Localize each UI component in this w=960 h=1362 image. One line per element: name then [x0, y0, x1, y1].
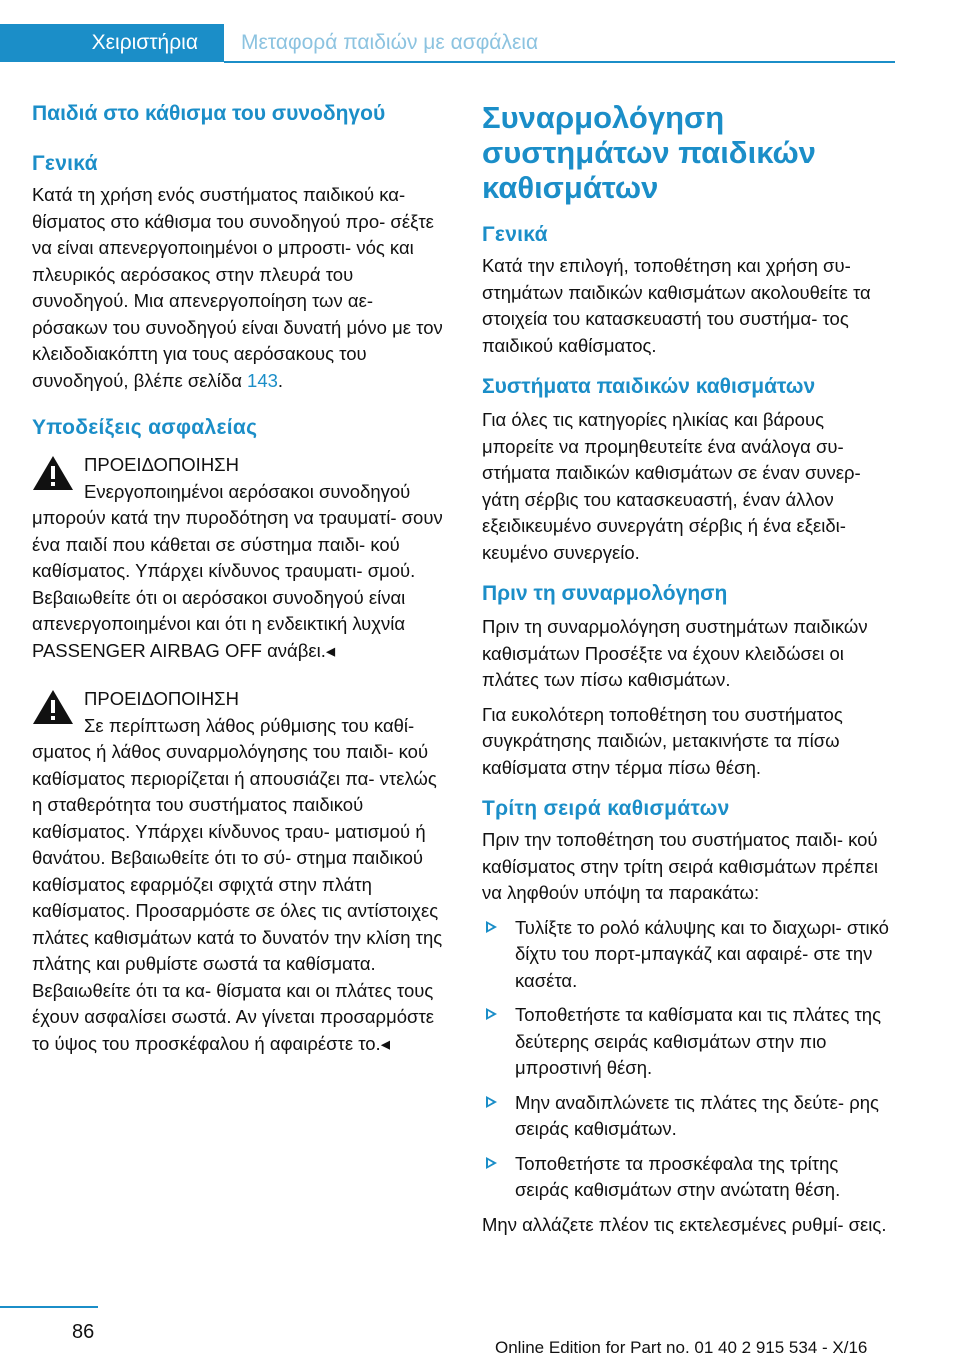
- list-item: Μην αναδιπλώνετε τις πλάτες της δεύτε‐ ρης σειράς καθισμάτων.: [482, 1090, 896, 1143]
- list-item: Τοποθετήστε τα προσκέφαλα της τρίτης σειράς καθισμάτων στην ανώτατη θέση.: [482, 1151, 896, 1204]
- before-text-2: Για ευκολότερη τοποθέτηση του συστήματος συγκράτησης παιδιών, μετακινήστε τα πίσω καθίσματα στην τέρμα πίσω θέση.: [482, 703, 843, 778]
- tab-controls[interactable]: [0, 24, 224, 62]
- warning-2-first-line: Σε περίπτωση λάθος ρύθμισης του καθί‐: [84, 714, 415, 736]
- header-rule: [224, 61, 895, 63]
- tab-child-transport[interactable]: Μεταφορά παιδιών με ασφάλεια: [241, 31, 539, 54]
- left-general-text: Κατά τη χρήση ενός συστήματος παιδικού κα‐ θίσματος στο κάθισμα του συνοδηγού προ‐ σέξτε να είναι απενεργοποιημένοι ο μπροστι‐ νός και πλευρικός αερόσακος στην πλευρά του συνοδηγού. Μια απενεργοποίηση των αε‐ ρόσακων του συνοδηγού είναι δυνατή μόνο με τον κλειδοδιακόπτη για τους αερόσακους του συνοδηγού, βλέπε σελίδα 143.: [32, 184, 443, 391]
- warning-2-text: σματος ή λάθος συναρμολόγησης του παιδι‐ κού καθίσματος περιορίζεται ή απουσιάζει πα‐ ντελώς η σταθερότητα του συστήματος παιδικού καθίσματος. Υπάρχει κίνδυνος τραυ‐ ματισμού ή θανάτου. Βεβαιωθείτε ότι το σύ‐ στημα παιδικού καθίσματος εφαρμόζει σφιχτά στην πλάτη καθίσματος. Προσαρμόστε σε όλες τις αντίστοιχες πλάτες καθισμάτων κατά το δυνατόν την κλίση της πλάτης και ρυθμίστε σωστά τα καθίσματα. Βεβαιωθείτε ότι τα κα‐ θίσματα και οι πλάτες τους έχουν ασφαλίσει σωστά. Αν γίνεται προσαρμόστε το ύψος του προσκέφαλου ή αφαιρέστε το.◂: [32, 741, 443, 1054]
- list-item: Τοποθετήστε τα καθίσματα και τις πλάτες της δεύτερης σειράς καθισμάτων στην πιο μπροστινή θέση.: [482, 1002, 896, 1082]
- warning-block-2: [32, 686, 450, 1057]
- edition-text: Online Edition for Part no. 01 40 2 915 534 - X/16: [495, 1338, 868, 1357]
- list-item: Τυλίξτε το ρολό κάλυψης και το διαχωρι‐ στικό δίχτυ του πορτ-μπαγκάζ και αφαιρέ‐ στε την κασέτα.: [482, 915, 896, 995]
- bullet-triangle-icon: [486, 1008, 497, 1020]
- warning-block-1: [32, 452, 450, 664]
- bullet-triangle-icon: [486, 1096, 497, 1108]
- bullet-triangle-icon: [486, 1157, 497, 1169]
- bullet-triangle-icon: [486, 921, 497, 933]
- warning-1-title: ΠΡΟΕΙΔΟΠΟΙΗΣΗ: [84, 454, 239, 475]
- left-column: [32, 100, 450, 1057]
- warning-1-first-line: Ενεργοποιημένοι αερόσακοι συνοδηγού: [84, 480, 411, 502]
- closing-text: Μην αλλάζετε πλέον τις εκτελεσμένες ρυθμί‐ σεις.: [482, 1213, 887, 1235]
- safety-heading: Υποδείξεις ασφαλείας: [32, 416, 258, 439]
- footer-rule: [0, 1306, 98, 1308]
- third-row-text: Πριν την τοποθέτηση του συστήματος παιδι‐ κού καθίσματος στην τρίτη σειρά καθισμάτων πρέπει να ληφθούν υπόψη τα παρακάτω:: [482, 829, 878, 903]
- right-title: Συναρμολόγηση συστημάτων παιδικών καθισμάτων: [482, 100, 816, 205]
- left-general-heading: Γενικά: [32, 152, 98, 175]
- right-column: [482, 100, 896, 1238]
- right-general-text: Κατά την επιλογή, τοποθέτηση και χρήση συ‐ στημάτων παιδικών καθισμάτων ακολουθείτε τα στοιχεία του κατασκευαστή του συστήμα‐ τος παιδικού καθίσματος.: [482, 255, 871, 356]
- systems-heading: Συστήματα παιδικών καθισμάτων: [482, 375, 816, 398]
- left-heading: Παιδιά στο κάθισμα του συνοδηγού: [32, 102, 386, 125]
- right-general-heading: Γενικά: [482, 223, 548, 246]
- header-tabs: [0, 24, 895, 62]
- warning-triangle-icon: [32, 688, 74, 726]
- warning-2-title: ΠΡΟΕΙΔΟΠΟΙΗΣΗ: [84, 688, 239, 709]
- warning-1-text: μπορούν κατά την πυροδότηση να τραυματί‐ σουν ένα παιδί που κάθεται σε σύστημα παιδι‐ κού καθίσματος. Υπάρχει κίνδυνος τραυματι‐ σμού. Βεβαιωθείτε ότι οι αερόσακοι συνοδηγού είναι απενεργοποιημένοι και ότι η ενδεικτική λυχνία PASSENGER AIRBAG OFF ανάβει.◂: [32, 507, 443, 661]
- page-number: 86: [72, 1321, 95, 1343]
- page-link-143[interactable]: 143: [247, 369, 278, 391]
- systems-text: Για όλες τις κατηγορίες ηλικίας και βάρους μπορείτε να προμηθευτείτε ένα ανάλογα συ‐ στήματα παιδικών καθισμάτων σε έναν συνερ‐ γάτη σέρβις του κατασκευαστή, έναν άλλον εξειδικευμένο συνεργάτη σέρβις ή ένα εξειδι‐ κευμένο συνεργείο.: [482, 409, 861, 563]
- before-heading: Πριν τη συναρμολόγηση: [482, 582, 728, 605]
- third-row-heading: Τρίτη σειρά καθισμάτων: [482, 797, 730, 820]
- tab-controls-label: Χειριστήρια: [91, 31, 198, 54]
- warning-triangle-icon: [32, 454, 74, 492]
- before-text-1: Πριν τη συναρμολόγηση συστημάτων παιδικών καθισμάτων Προσέξτε να έχουν κλειδώσει οι πλάτες των πίσω καθισμάτων.: [482, 616, 868, 690]
